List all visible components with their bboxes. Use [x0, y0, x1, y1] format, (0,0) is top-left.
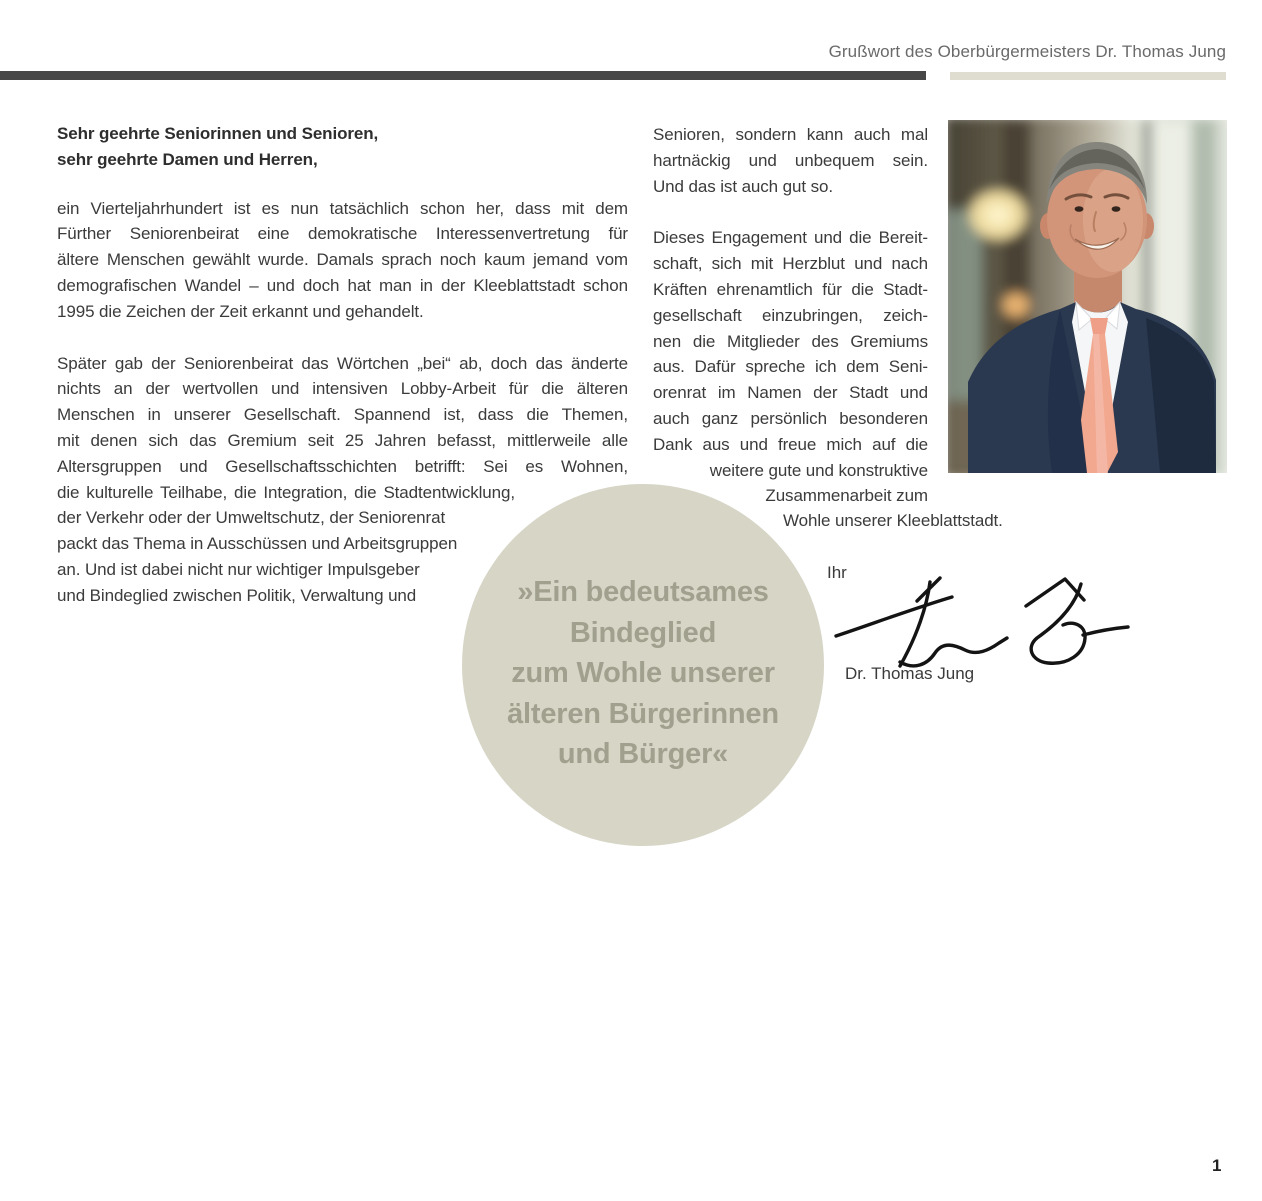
paragraph-line: ein Vierteljahrhundert ist es nun tatsächlich schon her, dass mit dem: [57, 198, 628, 218]
paragraph-4: [653, 225, 928, 509]
greeting-line-2: sehr geehrte Damen und Herren,: [57, 149, 318, 169]
paragraph-line: Altersgruppen und Gesellschaftsschichten betrifft: Sei es Wohnen,: [57, 456, 628, 476]
portrait-photo-thomas-jung: [948, 120, 1227, 473]
paragraph-line: Dieses Engagement und die Bereit-: [653, 228, 928, 248]
paragraph-line-wrapped: und Bindeglied zwischen Politik, Verwaltung und: [57, 585, 417, 605]
paragraph-line: ältere Menschen gewählt wurde. Damals sprach noch kaum jemand vom: [57, 250, 628, 270]
quote-line: zum Wohle unserer: [511, 657, 775, 689]
paragraph-line-wrapped: der Verkehr oder der Umweltschutz, der Seniorenrat: [57, 508, 446, 528]
pull-quote: [462, 572, 824, 775]
signature-name: Dr. Thomas Jung: [845, 664, 975, 683]
paragraph-line-wrapped: Zusammenarbeit zum: [765, 486, 928, 506]
greeting-heading: [57, 121, 628, 173]
paragraph-line: Senioren, sondern kann auch mal: [653, 125, 928, 144]
paragraph-line-wrapped: an. Und ist dabei nicht nur wichtiger Impulsgeber: [57, 559, 420, 579]
quote-line: »Ein bedeutsames: [517, 576, 769, 608]
quote-line: Bindeglied: [569, 616, 717, 649]
paragraph-line: 1995 die Zeichen der Zeit erkannt und gehandelt.: [57, 301, 424, 321]
paragraph-line: mit denen sich das Gremium seit 25 Jahren befasst, mittlerweile alle: [57, 430, 628, 450]
header-rule-dark: [0, 71, 926, 80]
paragraph-line: hartnäckig und unbequem sein.: [653, 150, 928, 170]
header-rule-beige: [950, 72, 1226, 80]
page-header-title: Grußwort des Oberbürgermeisters Dr. Thomas Jung: [828, 42, 1226, 61]
paragraph-closing-line: Wohle unserer Kleeblattstadt.: [783, 511, 1003, 530]
paragraph-line: auch ganz persönlich besonderen: [653, 408, 928, 428]
paragraph-line: Später gab der Seniorenbeirat das Wörtchen „bei“ ab, doch das änderte: [57, 353, 628, 373]
paragraph-line: Fürther Seniorenbeirat eine demokratische Interessenvertretung für: [57, 224, 628, 244]
quote-line: älteren Bürgerinnen: [507, 697, 779, 730]
paragraph-line: schaft, sich mit Herzblut und nach: [653, 254, 928, 274]
paragraph-3: [653, 122, 928, 199]
paragraph-line: Kräften ehrenamtlich für die Stadt-: [653, 279, 928, 299]
page-number: 1: [1212, 1156, 1222, 1175]
paragraph-line: orenrat im Namen der Stadt und: [653, 383, 928, 403]
paragraph-line: gesellschaft einzubringen, zeich-: [653, 305, 928, 325]
quote-circle: [462, 484, 824, 846]
paragraph-line-wrapped: packt das Thema in Ausschüssen und Arbeitsgruppen: [57, 534, 458, 554]
paragraph-line-wrapped: die kulturelle Teilhabe, die Integration, die Stadtentwicklung,: [57, 482, 515, 502]
paragraph-1: [57, 196, 628, 325]
paragraph-line: nichts an der wertvollen und intensiven Lobby-Arbeit für die älteren: [57, 379, 628, 399]
paragraph-line-wrapped: weitere gute und konstruktive: [709, 460, 928, 480]
paragraph-line: Dank aus und freue mich auf die: [653, 434, 928, 454]
signature-handwriting: [830, 572, 1130, 677]
paragraph-line: aus. Dafür spreche ich dem Seni-: [653, 357, 928, 377]
paragraph-line: Und das ist auch gut so.: [653, 176, 833, 196]
paragraph-line: nen die Mitglieder des Gremiums: [653, 331, 928, 351]
right-text-column: [653, 122, 928, 535]
quote-line: und Bürger«: [557, 738, 729, 770]
paragraph-line: Menschen in unserer Gesellschaft. Spannend ist, dass die Themen,: [57, 405, 628, 425]
greeting-line-1: Sehr geehrte Seniorinnen und Senioren,: [57, 124, 379, 143]
salutation: Ihr: [827, 563, 847, 582]
paragraph-line: demografischen Wandel – und doch hat man in der Kleeblattstadt schon: [57, 275, 628, 295]
